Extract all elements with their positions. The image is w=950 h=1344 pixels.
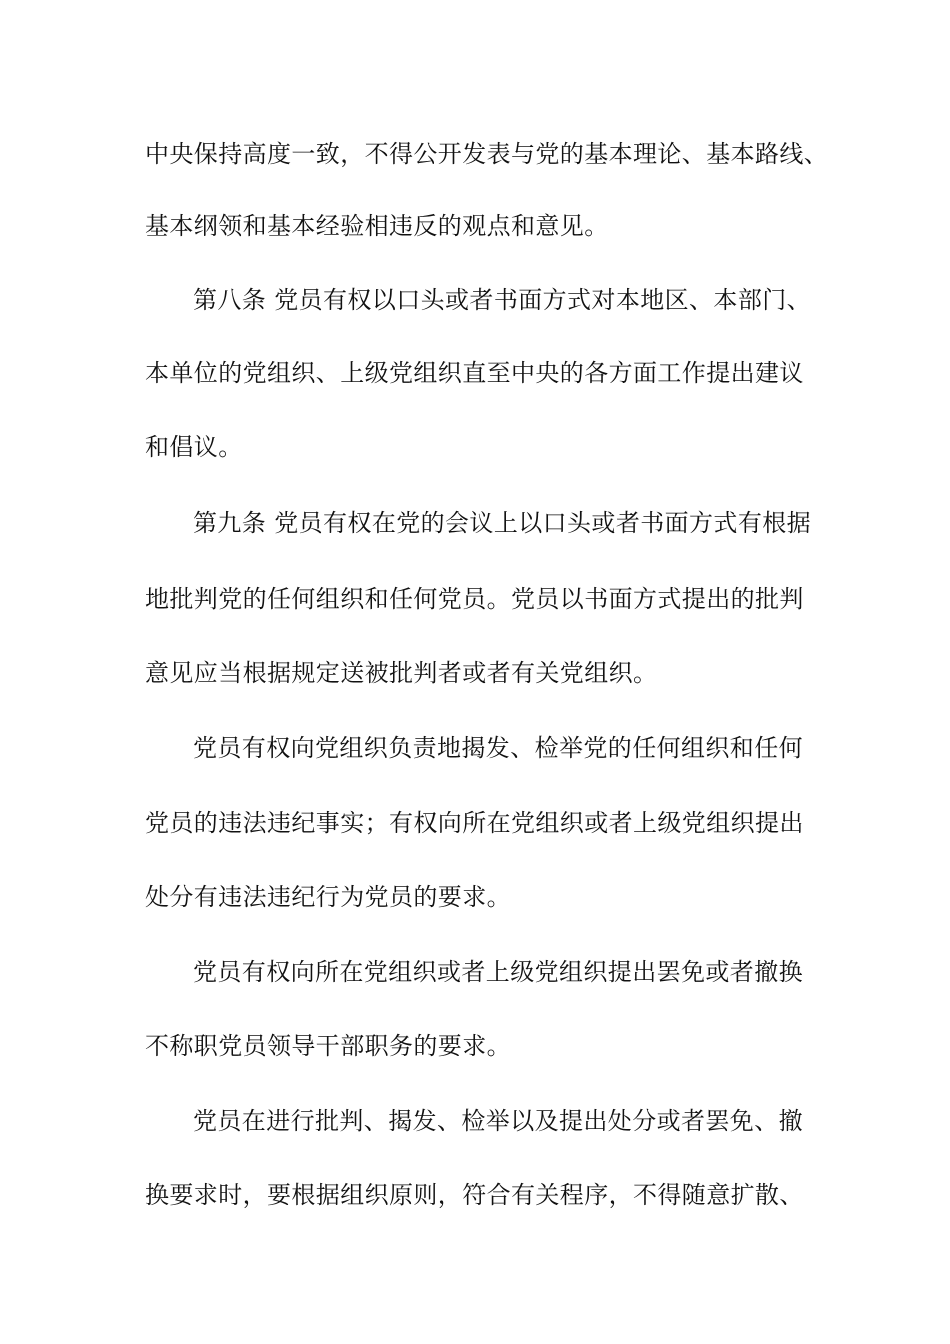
article-8-first-line: 第八条 党员有权以口头或者书面方式对本地区、本部门、 bbox=[193, 286, 812, 314]
text-line-8: 意见应当根据规定送被批判者或者有关党组织。 bbox=[145, 659, 658, 687]
text-line-4: 本单位的党组织、上级党组织直至中央的各方面工作提出建议 bbox=[145, 359, 804, 387]
paragraph-report-first-line: 党员有权向党组织负责地揭发、检举党的任何组织和任何 bbox=[193, 734, 803, 762]
text-line-2: 基本纲领和基本经验相违反的观点和意见。 bbox=[145, 212, 609, 240]
text-line-13: 不称职党员领导干部职务的要求。 bbox=[145, 1032, 511, 1060]
paragraph-procedure-first-line: 党员在进行批判、揭发、检举以及提出处分或者罢免、撤 bbox=[193, 1107, 803, 1135]
text-line-1: 中央保持高度一致，不得公开发表与党的基本理论、基本路线、 bbox=[145, 140, 829, 168]
paragraph-dismissal-first-line: 党员有权向所在党组织或者上级党组织提出罢免或者撤换 bbox=[193, 958, 803, 986]
text-line-10: 党员的违法违纪事实；有权向所在党组织或者上级党组织提出 bbox=[145, 809, 804, 837]
text-line-5: 和倡议。 bbox=[145, 433, 243, 461]
text-line-11: 处分有违法违纪行为党员的要求。 bbox=[145, 883, 511, 911]
text-line-15: 换要求时，要根据组织原则，符合有关程序，不得随意扩散、 bbox=[145, 1181, 804, 1209]
article-9-first-line: 第九条 党员有权在党的会议上以口头或者书面方式有根据 bbox=[193, 509, 812, 537]
text-line-7: 地批判党的任何组织和任何党员。党员以书面方式提出的批判 bbox=[145, 585, 804, 613]
